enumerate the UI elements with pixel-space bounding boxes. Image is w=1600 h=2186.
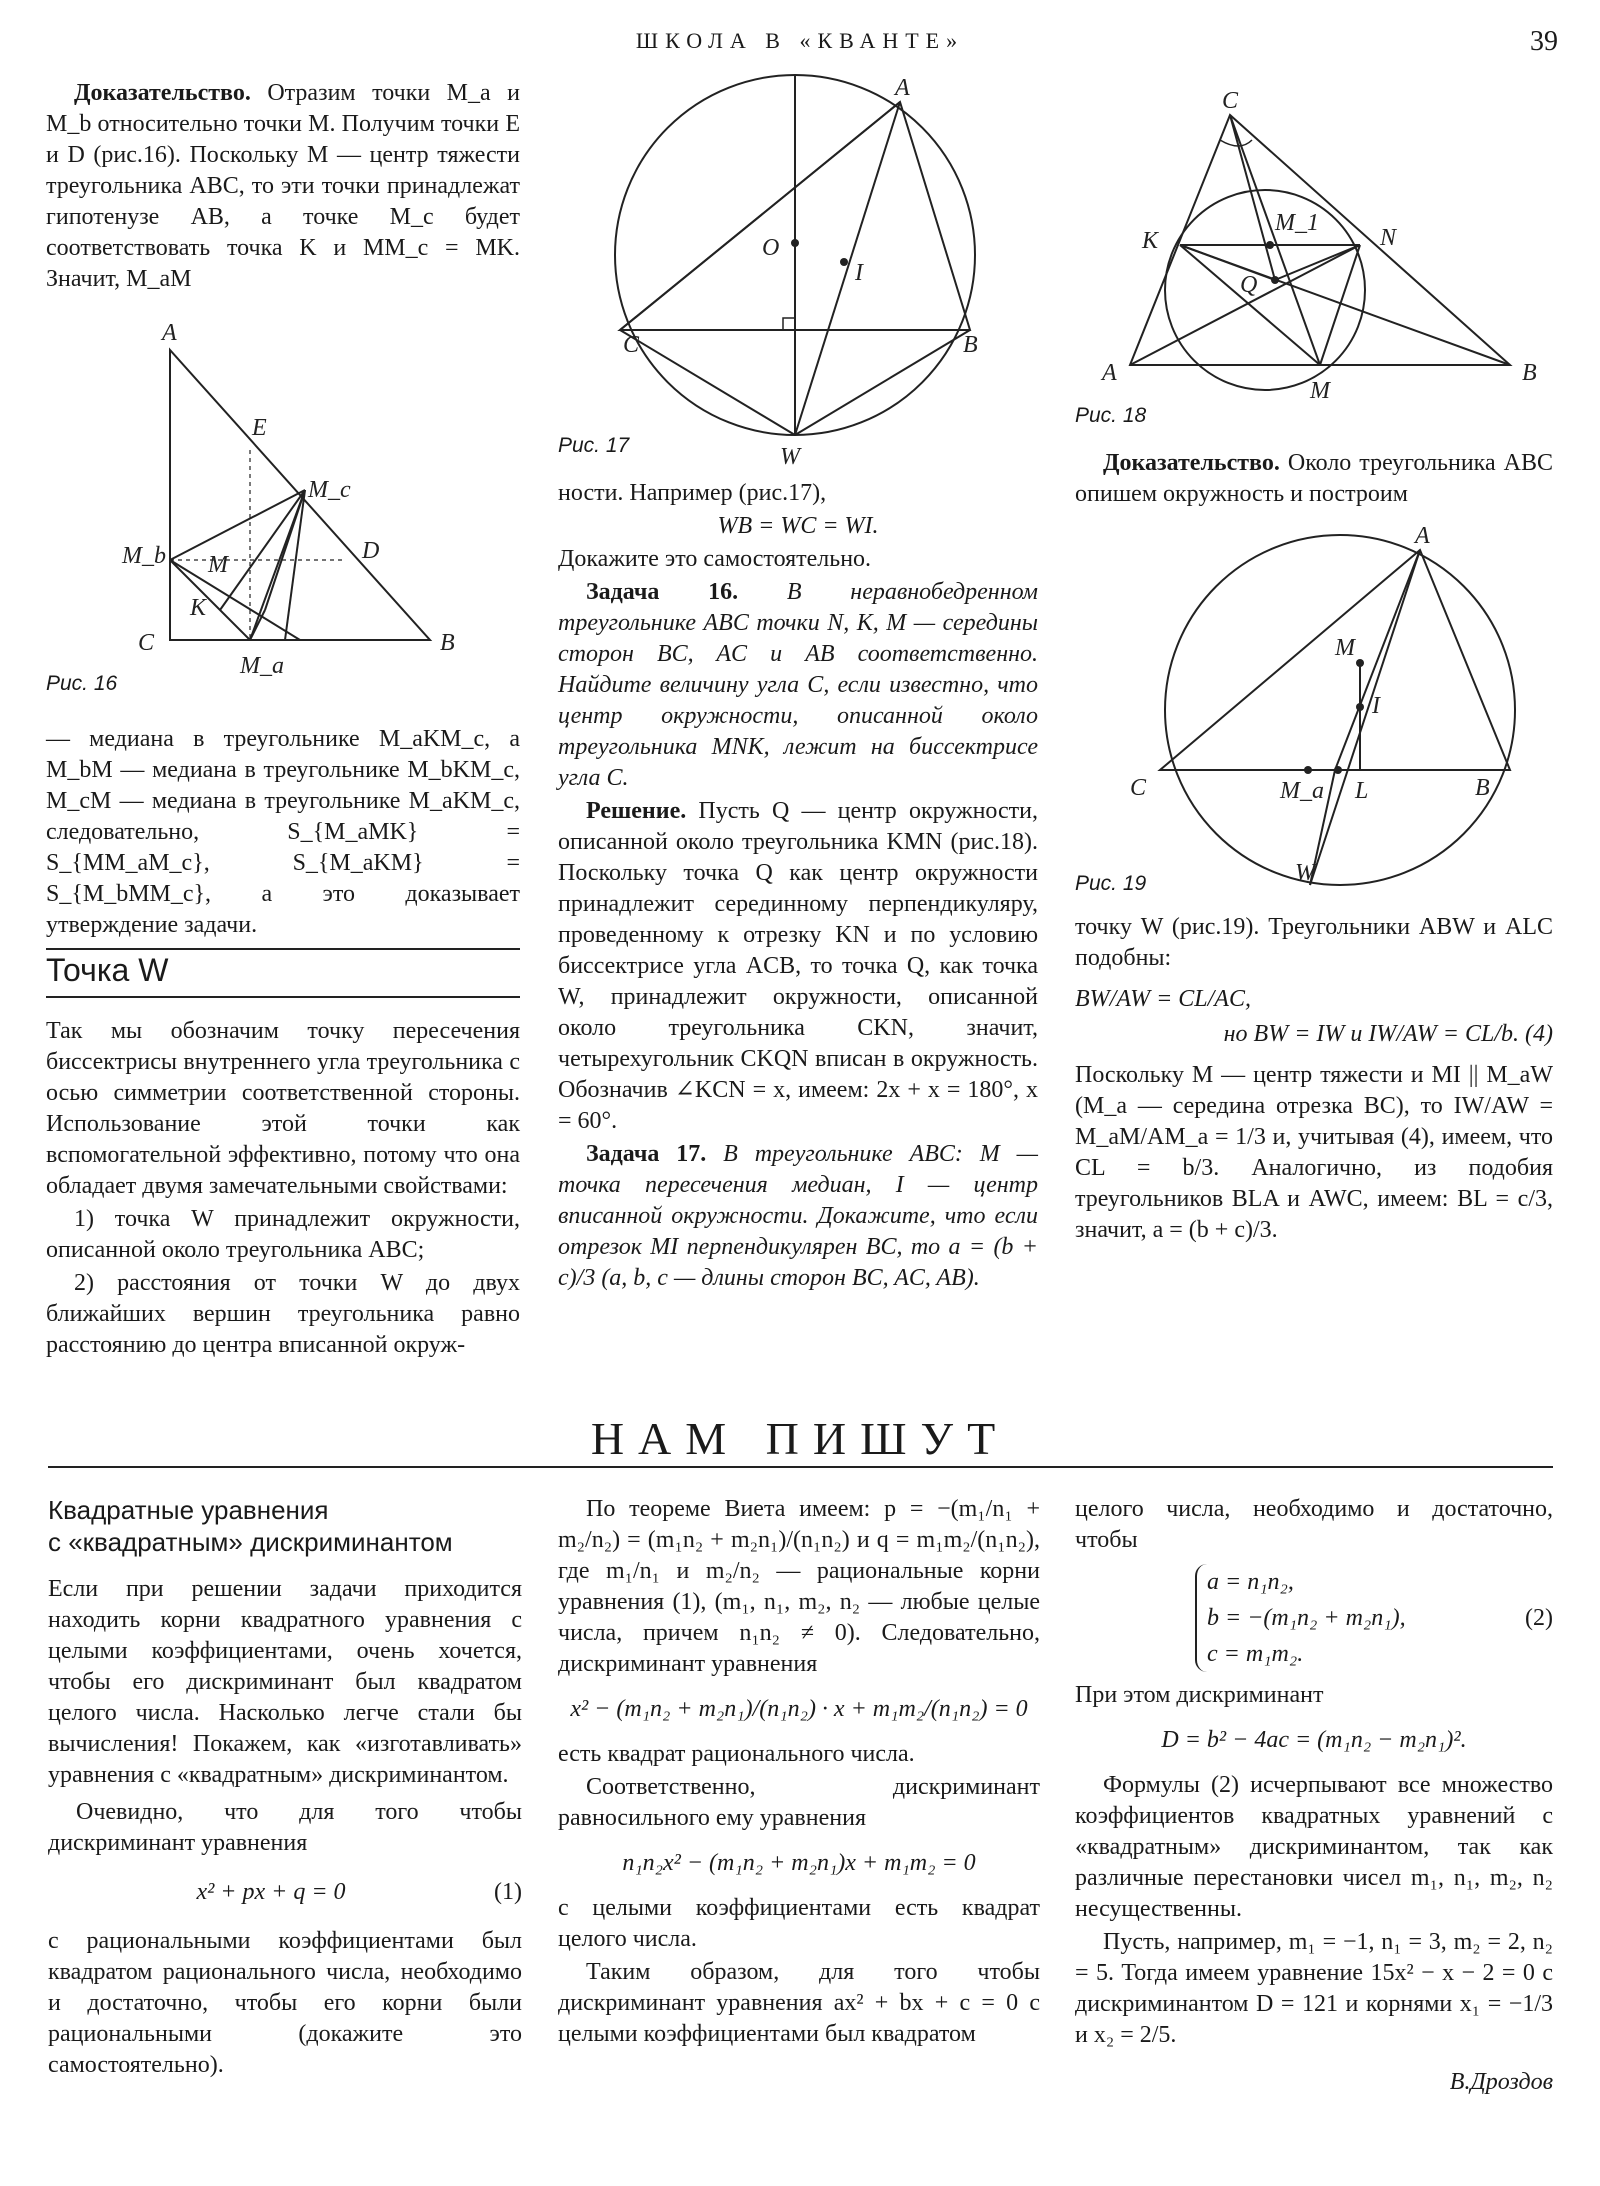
s2-col2 xyxy=(558,1494,1040,2052)
s2-c1-p2: Очевидно, что для того чтобы дискриминант уравнения xyxy=(48,1799,522,1856)
equation-1-number: (1) xyxy=(494,1879,522,1905)
system-number: (2) xyxy=(1525,1604,1553,1631)
section2-rule xyxy=(48,1466,1553,1468)
system-2 xyxy=(1195,1564,1406,1672)
fig17-label-I: I xyxy=(855,260,863,286)
system-line-c: c = m₁m₂. xyxy=(1207,1641,1304,1667)
s2-col3 xyxy=(1075,1494,1553,2100)
fig18-label-M1: M_1 xyxy=(1275,210,1319,236)
fig16-label-E: E xyxy=(252,415,267,441)
fig16-triangle xyxy=(170,350,430,640)
section-paragraph: Так мы обозначим точку пересечения биссектрисы внутреннего угла треугольника с осью симметрии соответственной стороны. Использование этой точки как вспомогательной эффективно, потому что она обладает двумя замечательными свойствами: xyxy=(46,1018,520,1199)
s2-c3-p4: Пусть, например, m₁ = −1, n₁ = 3, m₂ = 2, n₂ = 5. Тогда имеем уравнение 15x² − x − 2 = 0 с дискриминантом D = 121 и корнями x₁ = −1/3 и x₂ = 2/5. xyxy=(1075,1929,1553,2048)
task17-label: Задача 17. xyxy=(586,1141,707,1167)
col3-text xyxy=(1075,912,1553,1248)
fig18-label-A: A xyxy=(1102,360,1117,386)
fig18-circle xyxy=(1165,190,1365,390)
s2-c3-p3: Формулы (2) исчерпывают все множество коэффициентов квадратных уравнений с «квадратным» дискриминантом, так как различные перестановки чисел m₁, n₁, m₂, n₂ несущественны. xyxy=(1075,1772,1553,1922)
fig19-label-A: A xyxy=(1415,523,1430,549)
figure-17 xyxy=(555,60,1055,480)
fig16-label-Ma: M_a xyxy=(240,653,284,679)
s2-c2-p1: По теореме Виета имеем: p = −(m₁/n₁ + m₂/n₂) = (m₁n₂ + m₂n₁)/(n₁n₂) и q = m₁m₂/(n₁n₂), где m₁/n₁ и m₂/n₂ — рациональные корни уравнения (1), (m₁, n₁, m₂, n₂ — любые целые числа, причем n₁n₂ ≠ 0). Следовательно, дискриминант уравнения xyxy=(558,1496,1040,1677)
fig19-circle xyxy=(1165,535,1515,885)
property-1: 1) точка W принадлежит окружности, описанной около треугольника ABC; xyxy=(46,1206,520,1263)
s2-c3-p1: целого числа, необходимо и достаточно, чтобы xyxy=(1075,1496,1553,1553)
fig18-label-N: N xyxy=(1380,225,1397,251)
fig19-label-B: B xyxy=(1475,775,1490,801)
col2-cont: ности. Например (рис.17), xyxy=(558,480,827,506)
col2-text xyxy=(558,478,1038,1296)
equation-1: x² + px + q = 0 xyxy=(196,1879,346,1905)
fig16-label-A: A xyxy=(162,320,177,346)
task16-label: Задача 16. xyxy=(586,579,739,605)
solution-text: Пусть Q — центр окружности, описанной около треугольника KMN (рис.18). Поскольку точка Q как центр окружности принадлежит серединному перпендикуляру, проведенному к отрезку KN и по условию биссектрисе угла ACB, то точка Q, как точка W, принадлежит окружности, описанной около треугольника CKN, значит, четырехугольник CKQN вписан в окружность. Обозначив ∠KCN = x, имеем: 2x + x = 180°, x = 60°. xyxy=(558,798,1038,1134)
col1-section xyxy=(46,1016,520,1363)
col3-eq-b: но BW = IW и IW/AW = CL/b. (4) xyxy=(1223,1021,1553,1047)
fig16-label-M: M xyxy=(208,552,228,578)
fig18-label-B: B xyxy=(1522,360,1537,386)
fig17-label-B: B xyxy=(963,332,978,358)
fig19-label-L: L xyxy=(1355,778,1369,804)
fig18-label-K: K xyxy=(1142,228,1159,254)
section-rule-top xyxy=(46,948,520,950)
s2-c2-eq2: n₁n₂x² − (m₁n₂ + m₂n₁)x + m₁m₂ = 0 xyxy=(622,1850,976,1876)
system-line-a: a = n₁n₂, xyxy=(1207,1569,1294,1595)
figure-18 xyxy=(1070,80,1570,420)
col3-cont: точку W (рис.19). Треугольники ABW и ALC подобны: xyxy=(1075,914,1553,971)
fig17-label-C: C xyxy=(623,332,640,358)
fig16-label-D: D xyxy=(362,538,380,564)
task17-text: В треугольнике ABC: M — точка пересечения медиан, I — центр вписанной окружности. Докажите, что если отрезок MI перпендикулярен BC, то a = (b + c)/3 (a, b, c — длины сторон BC, AC, AB). xyxy=(558,1141,1038,1291)
section-rule-bottom xyxy=(46,996,520,998)
figure-16 xyxy=(100,310,480,680)
fig16-label-Mb: M_b xyxy=(122,543,166,569)
col1-continuation-text: — медиана в треугольнике M_aKM_c, а M_bM — медиана в треугольнике M_bKM_c, M_cM — медиана в треугольнике M_aKM_c, следовательно, S_{M_aMK} = S_{MM_aM_c}, S_{M_aKM} = S_{M_bMM_c}, а это доказывает утверждение задачи. xyxy=(46,726,520,938)
fig19-label-C: C xyxy=(1130,775,1147,801)
page-number: 39 xyxy=(1530,26,1558,57)
col1-continuation xyxy=(46,724,520,943)
col3-top xyxy=(1075,448,1553,512)
formula-wb-wc-wi: WB = WC = WI. xyxy=(717,513,879,539)
property-2: 2) расстояния от точки W до двух ближайших вершин треугольника равно расстоянию до центра вписанной окруж- xyxy=(46,1270,520,1358)
proof-text-1: Отразим точки M_a и M_b относительно точки M. Получим точки E и D (рис.16). Поскольку M — центр тяжести треугольника ABC, то эти точки принадлежат гипотенузе AB, а точке M_c будет соответствовать точка K и MM_c = MK. Значит, M_aM xyxy=(46,80,520,292)
s2-c2-p5: Таким образом, для того чтобы дискриминант уравнения ax² + bx + c = 0 с целыми коэффициентами был квадратом xyxy=(558,1959,1040,2047)
running-title: ШКОЛА В «КВАНТЕ» xyxy=(635,28,965,53)
author-signature: В.Дроздов xyxy=(1449,2069,1553,2095)
fig16-label-B: B xyxy=(440,630,455,656)
solution-label: Решение. xyxy=(586,798,687,824)
s2-col1 xyxy=(48,1494,522,2083)
s2-c3-p2: При этом дискриминант xyxy=(1075,1682,1324,1708)
fig19-label-M: M xyxy=(1335,635,1355,661)
section2-title: НАМ ПИШУТ xyxy=(590,1413,1010,1464)
s2-c2-p3: Соответственно, дискриминант равносильного ему уравнения xyxy=(558,1774,1040,1831)
fig16-label-Mc: M_c xyxy=(308,477,351,503)
fig18-label-C: C xyxy=(1222,88,1239,114)
fig19-label-W: W xyxy=(1295,860,1315,886)
col3-p2: Поскольку M — центр тяжести и MI || M_aW (M_a — середина отрезка BC), то IW/AW = M_aM/AM_a = 1/3 и, учитывая (4), имеем, что CL = b/3. Аналогично, из подобия треугольников BLA и AWC, имеем: BL = c/3, значит, a = (b + c)/3. xyxy=(1075,1062,1553,1243)
fig18-label-Q: Q xyxy=(1240,272,1258,298)
fig17-label-O: O xyxy=(762,235,780,261)
fig18-label-M: M xyxy=(1310,378,1330,404)
proof-label-2: Доказательство. xyxy=(1103,450,1280,476)
task16-text: В неравнобедренном треугольнике ABC точки N, K, M — середины сторон BC, AC и AB соответственно. Найдите величину угла C, если известно, что центр окружности, описанной около треугольника MNK, лежит на биссектрисе угла C. xyxy=(558,579,1038,791)
fig16-label-C: C xyxy=(138,630,155,656)
figure-19 xyxy=(1110,515,1570,895)
fig16-caption: Рис. 16 xyxy=(46,672,118,695)
fig17-label-W: W xyxy=(780,444,800,470)
s2-c2-p4: с целыми коэффициентами есть квадрат целого числа. xyxy=(558,1895,1040,1952)
col3-eq-a: BW/AW = CL/AC, xyxy=(1075,986,1251,1012)
discriminant-formula: D = b² − 4ac = (m₁n₂ − m₂n₁)². xyxy=(1161,1727,1467,1753)
fig17-label-A: A xyxy=(895,75,910,101)
fig19-caption: Рис. 19 xyxy=(1075,872,1147,895)
fig18-triangle xyxy=(1130,115,1510,365)
fig19-label-Ma: M_a xyxy=(1280,778,1324,804)
fig19-label-I: I xyxy=(1372,693,1380,719)
prove-yourself: Докажите это самостоятельно. xyxy=(558,546,872,572)
system-line-b: b = −(m₁n₂ + m₂n₁), xyxy=(1207,1605,1406,1631)
section-title-point-w: Точка W xyxy=(46,952,169,988)
article-title-2: с «квадратным» дискриминантом xyxy=(48,1527,453,1557)
proof-text-2: Около треугольника ABC опишем окружность и построим xyxy=(1075,450,1553,507)
article-title-1: Квадратные уравнения xyxy=(48,1495,329,1525)
s2-c1-p1: Если при решении задачи приходится находить корни квадратного уравнения с целыми коэффициентами, очень хочется, чтобы его дискриминант был квадратом целого числа. Насколько легче стали бы вычисления! Покажем, как «изготавливать» уравнения с «квадратным» дискриминантом. xyxy=(48,1576,522,1788)
fig18-caption: Рис. 18 xyxy=(1075,404,1147,427)
proof-label-1: Доказательство. xyxy=(74,80,251,106)
s2-c2-eq: x² − (m₁n₂ + m₂n₁)/(n₁n₂) · x + m₁m₂/(n₁n₂) = 0 xyxy=(570,1696,1028,1722)
fig17-caption: Рис. 17 xyxy=(558,434,630,457)
s2-c1-p3: с рациональными коэффициентами был квадратом рационального числа, необходимо и достаточно, чтобы его корни были рациональными (докажите это самостоятельно). xyxy=(48,1928,522,2078)
col1-top xyxy=(46,78,520,297)
fig16-label-K: K xyxy=(190,595,207,621)
s2-c2-p2: есть квадрат рационального числа. xyxy=(558,1741,915,1767)
